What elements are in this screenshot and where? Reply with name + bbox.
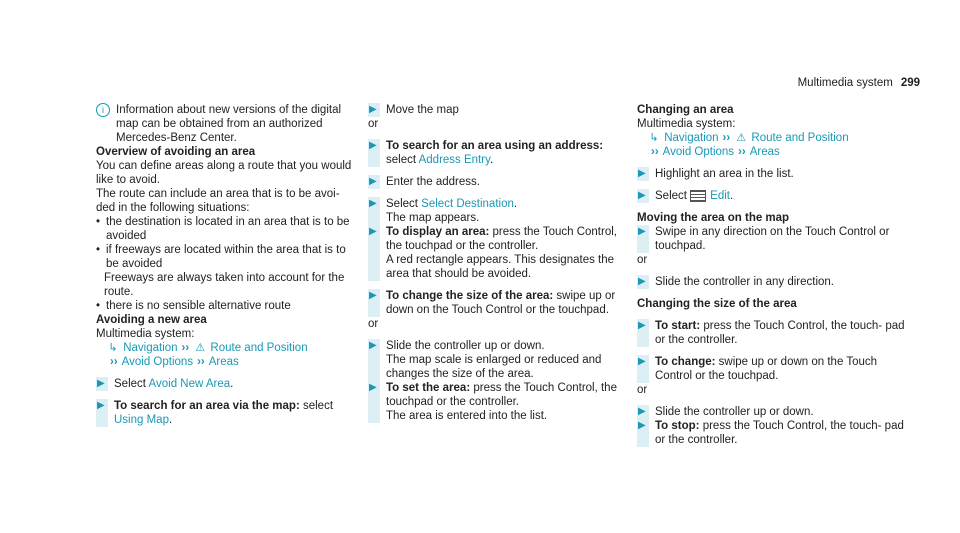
nav-path	[96, 341, 358, 355]
step-arrow-icon: ▶	[369, 140, 377, 151]
chevron-icon: ››	[651, 146, 659, 158]
step-arrow-icon: ▶	[638, 190, 646, 201]
menu-link: Address Entry	[418, 154, 490, 166]
step: ▶ Select Select Destination. The map appears.	[368, 197, 632, 225]
step-arrow-icon: ▶	[369, 226, 377, 237]
step: ▶ Highlight an area in the list.	[637, 167, 912, 181]
chevron-icon: ››	[722, 132, 731, 144]
section-title: Multimedia system	[797, 77, 893, 89]
chevron-icon: ››	[738, 146, 746, 158]
navigation-icon: ⚠	[195, 342, 206, 354]
step-arrow-icon: ▶	[369, 176, 377, 187]
heading-changing: Changing an area	[637, 104, 734, 116]
return-arrow-icon: ↳	[649, 132, 659, 144]
heading-size: Changing the size of the area	[637, 298, 797, 310]
nav-link: Areas	[749, 146, 780, 158]
column-2	[368, 103, 632, 423]
chevron-icon: ››	[181, 342, 190, 354]
nav-link: Avoid Options	[121, 356, 194, 368]
step: ▶ To set the area: press the Touch Control, the touchpad or the controller. The area is entered into the list.	[368, 381, 632, 423]
column-1	[96, 103, 358, 427]
system-label: Multimedia system:	[96, 328, 195, 340]
step-arrow-icon: ▶	[369, 290, 377, 301]
nav-link: Route and Position	[210, 342, 308, 354]
nav-link: Route and Position	[751, 132, 849, 144]
nav-link: Navigation	[664, 132, 719, 144]
or-text: or	[368, 318, 379, 330]
step-arrow-icon: ▶	[97, 378, 105, 389]
step-arrow-icon: ▶	[369, 104, 377, 115]
step-arrow-icon: ▶	[638, 420, 646, 431]
heading-overview: Overview of avoiding an area	[96, 146, 256, 158]
step: ▶ To display an area: press the Touch Control, the touchpad or the controller. A red rectangle appears. This designates the area that should be avoided.	[368, 225, 632, 281]
step: ▶ To change the size of the area: swipe up or down on the Touch Control or the touchpad.	[368, 289, 632, 317]
menu-link: Select Destination	[421, 198, 514, 210]
info-note	[96, 103, 358, 145]
or-text: or	[368, 118, 379, 130]
menu-link: Edit	[710, 190, 730, 202]
step: ▶ To change: swipe up or down on the Touch Control or the touchpad.	[637, 355, 912, 383]
step: ▶ Slide the controller up or down. The map scale is enlarged or reduced and changes the size of the area.	[368, 339, 632, 381]
return-arrow-icon: ↳	[108, 342, 118, 354]
info-icon: i	[96, 103, 110, 117]
step: ▶ Move the map	[368, 103, 632, 117]
info-note-text: Information about new versions of the digital map can be obtained from an authorized Mercedes-Benz Center.	[116, 104, 342, 144]
step: ▶ Swipe in any direction on the Touch Control or touchpad.	[637, 225, 912, 253]
step: ▶ Enter the address.	[368, 175, 632, 189]
heading-avoiding: Avoiding a new area	[96, 314, 207, 326]
step-arrow-icon: ▶	[638, 168, 646, 179]
nav-link: Avoid Options	[662, 146, 735, 158]
step-arrow-icon: ▶	[369, 198, 377, 209]
nav-path	[96, 355, 358, 369]
step: ▶ Select Avoid New Area.	[96, 377, 358, 391]
paragraph: You can define areas along a route that you would like to avoid.	[96, 160, 352, 186]
step-arrow-icon: ▶	[638, 276, 646, 287]
navigation-icon: ⚠	[736, 132, 747, 144]
bullet-item: • there is no sensible alternative route	[96, 299, 358, 313]
step-arrow-icon: ▶	[97, 400, 105, 411]
system-label: Multimedia system:	[637, 118, 736, 130]
step: ▶ Select Edit.	[637, 189, 912, 203]
step-arrow-icon: ▶	[638, 320, 646, 331]
step-arrow-icon: ▶	[369, 340, 377, 351]
step-arrow-icon: ▶	[638, 356, 646, 367]
edit-list-icon	[690, 190, 706, 202]
step: ▶ To search for an area via the map: select Using Map.	[96, 399, 358, 427]
step: ▶ To search for an area using an address: select Address Entry.	[368, 139, 632, 167]
nav-path	[637, 145, 912, 159]
bullet-subtext: Freeways are always taken into account for the route.	[104, 272, 345, 298]
or-text: or	[637, 254, 648, 266]
menu-link: Avoid New Area	[148, 378, 231, 390]
step: ▶ Slide the controller in any direction.	[637, 275, 912, 289]
nav-link: Areas	[208, 356, 239, 368]
step: ▶ Slide the controller up or down.	[637, 405, 912, 419]
nav-link: Navigation	[123, 342, 178, 354]
bullet-item: • if freeways are located within the area that is to be avoided	[96, 243, 358, 271]
column-3	[637, 103, 912, 447]
step: ▶ To start: press the Touch Control, the touch- pad or the controller.	[637, 319, 912, 347]
step: ▶ To stop: press the Touch Control, the touch- pad or the controller.	[637, 419, 912, 447]
step-arrow-icon: ▶	[638, 226, 646, 237]
or-text: or	[637, 384, 648, 396]
heading-moving: Moving the area on the map	[637, 212, 790, 224]
nav-path	[637, 131, 912, 145]
step-arrow-icon: ▶	[369, 382, 377, 393]
page-number: 299	[900, 77, 920, 89]
chevron-icon: ››	[110, 356, 118, 368]
page-header	[798, 77, 920, 89]
menu-link: Using Map	[114, 414, 169, 426]
step-arrow-icon: ▶	[638, 406, 646, 417]
bullet-item: • the destination is located in an area that is to be avoided	[96, 215, 358, 243]
chevron-icon: ››	[197, 356, 205, 368]
paragraph: The route can include an area that is to be avoi- ded in the following situations:	[96, 188, 340, 214]
